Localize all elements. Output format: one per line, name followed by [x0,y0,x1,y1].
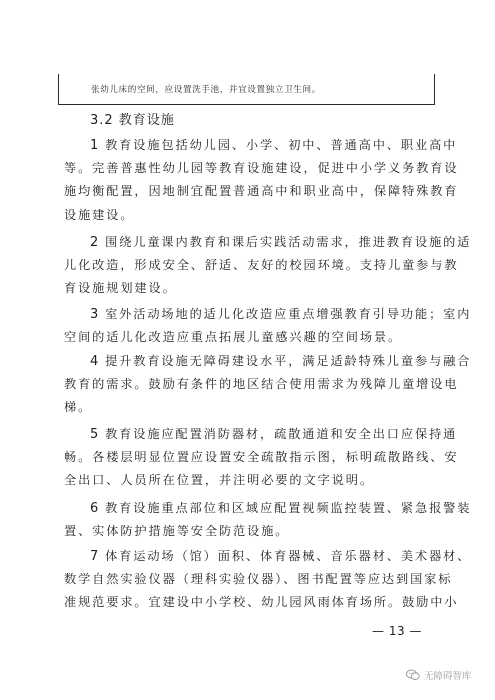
paragraph-number: 1 [90,138,100,153]
paragraph-number: 3 [90,307,100,322]
paragraph-line: 育设施规划建设。 [64,281,177,296]
paragraph-3 [64,303,472,349]
paragraph-line: 体育运动场（馆）面积、体育器械、音乐器材、美术器材、 [105,549,472,563]
boxed-note-text: 张幼儿床的空间，应设置洗手池，并宜设置独立卫生间。 [91,85,321,95]
paragraph-line: 教育设施重点部位和区域应配置视频监控装置、紧急报警装 [105,501,472,515]
paragraph-line: 围绕儿童课内教育和课后实践活动需求，推进教育设施的适 [105,235,472,249]
paragraph-line: 提升教育设施无障碍建设水平，满足适龄特殊儿童参与融合 [105,354,472,368]
paragraph-number: 4 [90,354,100,369]
paragraph-6 [64,497,472,543]
paragraph-4 [64,350,472,420]
paragraph-line: 儿化改造，形成安全、舒适、友好的校园环境。支持儿童参与教 [64,258,459,273]
paragraph-line: 设施建设。 [64,207,135,222]
paragraph-line: 教育的需求。鼓励有条件的地区结合使用需求为残障儿童增设电 [64,377,459,392]
paragraph-line: 空间的适儿化改造应重点拓展儿童感兴趣的空间场景。 [64,330,403,345]
paragraph-line: 施均衡配置，因地制宜配置普通高中和职业高中，保障特殊教育 [64,184,459,199]
wechat-icon [406,669,420,681]
watermark [406,668,472,682]
paragraph-number: 5 [90,427,100,442]
paragraph-line: 教育设施应配置消防器材，疏散通道和安全出口应保持通 [105,427,458,441]
paragraph-line: 室外活动场地的适儿化改造应重点增强教育引导功能；室内 [105,307,472,321]
paragraph-line: 畅。各楼层明显位置应设置安全疏散指示图，标明疏散路线、安 [64,450,459,465]
paragraph-7 [64,545,472,615]
paragraph-line: 置、实体防护措施等安全防范设施。 [64,524,290,539]
paragraph-number: 7 [90,549,100,564]
section-title: 3.2 教育设施 [90,113,175,128]
paragraph-number: 2 [90,235,100,250]
paragraph-line: 数学自然实验仪器（理科实验仪器）、图书配置等应达到国家标 [64,572,453,587]
paragraph-line: 教育设施包括幼儿园、小学、初中、普通高中、职业高中 [105,138,458,152]
paragraph-2 [64,231,472,301]
paragraph-line: 全出口、人员所在位置，并注明必要的文字说明。 [64,473,374,488]
paragraph-5 [64,423,459,493]
paragraph-number: 6 [90,501,100,516]
paragraph-1 [64,134,459,227]
page-number: — 13 — [372,624,422,638]
paragraph-line: 梯。 [64,400,93,415]
paragraph-line: 等。完善普惠性幼儿园等教育设施建设，促进中小学义务教育设 [64,161,459,176]
watermark-text: 无障碍智库 [424,671,472,682]
boxed-note [58,74,435,105]
paragraph-line: 准规范要求。宜建设中小学校、幼儿园风雨体育场所。鼓励中小 [64,595,459,610]
